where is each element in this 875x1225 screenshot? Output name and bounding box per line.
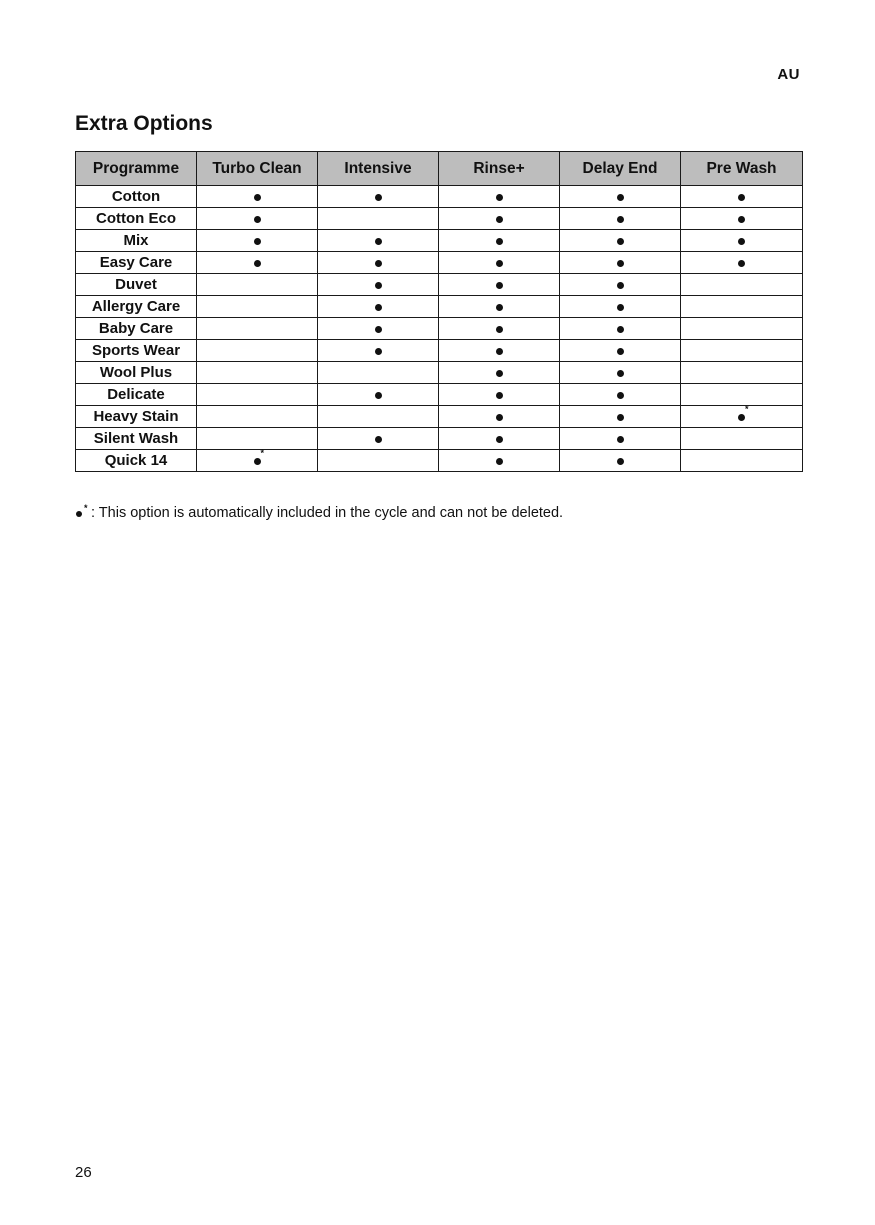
option-cell — [318, 362, 439, 384]
table-row — [76, 296, 803, 318]
available-dot-icon — [496, 348, 503, 355]
option-cell — [197, 428, 318, 450]
available-dot-icon — [496, 194, 503, 201]
table-row — [76, 186, 803, 208]
programme-name: Sports Wear — [76, 340, 197, 362]
available-dot-icon — [617, 238, 624, 245]
option-cell — [439, 186, 560, 208]
available-dot-icon — [617, 392, 624, 399]
option-cell — [681, 362, 803, 384]
available-dot-icon — [375, 348, 382, 355]
option-cell — [439, 362, 560, 384]
available-dot-icon — [738, 260, 745, 267]
option-cell — [560, 340, 681, 362]
column-header-rinse-plus: Rinse+ — [439, 152, 560, 186]
available-dot-icon — [375, 304, 382, 311]
option-cell — [560, 230, 681, 252]
option-cell — [318, 296, 439, 318]
option-cell — [197, 208, 318, 230]
table-row — [76, 274, 803, 296]
programme-name: Duvet — [76, 274, 197, 296]
footnote-text: : This option is automatically included in the cycle and can not be deleted. — [91, 505, 564, 521]
available-dot-icon — [617, 194, 624, 201]
available-dot-icon — [254, 194, 261, 201]
option-cell — [560, 274, 681, 296]
option-cell — [560, 428, 681, 450]
extra-options-table — [75, 151, 803, 472]
available-dot-icon — [496, 326, 503, 333]
option-cell — [681, 274, 803, 296]
available-dot-icon — [738, 216, 745, 223]
option-cell — [318, 384, 439, 406]
available-dot-icon — [375, 436, 382, 443]
option-cell — [560, 252, 681, 274]
available-dot-icon — [375, 392, 382, 399]
option-cell — [439, 274, 560, 296]
table-row — [76, 406, 803, 428]
option-cell — [681, 406, 803, 428]
option-cell — [318, 230, 439, 252]
option-cell — [439, 428, 560, 450]
option-cell — [439, 208, 560, 230]
option-cell — [560, 450, 681, 472]
available-dot-icon — [254, 260, 261, 267]
option-cell — [439, 230, 560, 252]
available-dot-icon — [375, 260, 382, 267]
available-dot-icon — [496, 304, 503, 311]
option-cell — [318, 450, 439, 472]
option-cell — [439, 384, 560, 406]
column-header-delay-end: Delay End — [560, 152, 681, 186]
option-cell — [318, 186, 439, 208]
option-cell — [318, 318, 439, 340]
available-dot-icon — [254, 216, 261, 223]
available-dot-icon — [496, 458, 503, 465]
available-dot-icon — [617, 436, 624, 443]
programme-name: Wool Plus — [76, 362, 197, 384]
option-cell — [197, 406, 318, 428]
column-header-pre-wash: Pre Wash — [681, 152, 803, 186]
available-dot-icon — [375, 194, 382, 201]
option-cell — [197, 274, 318, 296]
option-cell — [560, 384, 681, 406]
option-cell — [197, 362, 318, 384]
option-cell — [560, 406, 681, 428]
available-dot-icon — [496, 238, 503, 245]
asterisk: * — [84, 503, 88, 513]
option-cell — [197, 450, 318, 472]
option-cell — [318, 428, 439, 450]
option-cell — [560, 362, 681, 384]
available-dot-icon — [496, 370, 503, 377]
option-cell — [681, 186, 803, 208]
option-cell — [197, 384, 318, 406]
table-row — [76, 362, 803, 384]
column-header-programme: Programme — [76, 152, 197, 186]
option-cell — [318, 274, 439, 296]
option-cell — [197, 296, 318, 318]
available-dot-icon — [617, 260, 624, 267]
available-dot-icon — [617, 216, 624, 223]
available-dot-icon — [496, 260, 503, 267]
programme-name: Mix — [76, 230, 197, 252]
option-cell — [681, 384, 803, 406]
available-dot-icon — [375, 238, 382, 245]
programme-name: Baby Care — [76, 318, 197, 340]
table-row — [76, 450, 803, 472]
column-header-turbo-clean: Turbo Clean — [197, 152, 318, 186]
option-cell — [681, 208, 803, 230]
available-dot-icon — [496, 216, 503, 223]
option-cell — [560, 208, 681, 230]
available-dot-icon — [375, 326, 382, 333]
programme-name: Heavy Stain — [76, 406, 197, 428]
available-dot-icon — [254, 238, 261, 245]
option-cell — [560, 186, 681, 208]
table-row — [76, 340, 803, 362]
programme-name: Allergy Care — [76, 296, 197, 318]
option-cell — [439, 296, 560, 318]
table-row — [76, 384, 803, 406]
option-cell — [318, 208, 439, 230]
option-cell — [318, 252, 439, 274]
footnote-marker — [75, 503, 91, 520]
table-row — [76, 318, 803, 340]
option-cell — [681, 428, 803, 450]
option-cell — [681, 340, 803, 362]
programme-name: Cotton Eco — [76, 208, 197, 230]
table-row — [76, 252, 803, 274]
programme-name: Cotton — [76, 186, 197, 208]
option-cell — [681, 252, 803, 274]
available-dot-icon — [738, 238, 745, 245]
auto-included-dot-icon — [738, 414, 745, 421]
available-dot-icon — [496, 436, 503, 443]
option-cell — [560, 318, 681, 340]
option-cell — [439, 318, 560, 340]
available-dot-icon — [617, 282, 624, 289]
option-cell — [681, 230, 803, 252]
option-cell — [560, 296, 681, 318]
available-dot-icon — [617, 458, 624, 465]
available-dot-icon — [617, 370, 624, 377]
option-cell — [197, 340, 318, 362]
option-cell — [439, 340, 560, 362]
available-dot-icon — [617, 304, 624, 311]
table-header-row — [76, 152, 803, 186]
column-header-intensive: Intensive — [318, 152, 439, 186]
option-cell — [318, 340, 439, 362]
option-cell — [197, 230, 318, 252]
option-cell — [681, 318, 803, 340]
option-cell — [681, 296, 803, 318]
table-row — [76, 230, 803, 252]
option-cell — [439, 450, 560, 472]
option-cell — [318, 406, 439, 428]
programme-name: Easy Care — [76, 252, 197, 274]
option-cell — [197, 186, 318, 208]
programme-name: Quick 14 — [76, 450, 197, 472]
available-dot-icon — [496, 414, 503, 421]
available-dot-icon — [496, 392, 503, 399]
option-cell — [439, 406, 560, 428]
available-dot-icon — [496, 282, 503, 289]
section-title: Extra Options — [75, 112, 213, 135]
option-cell — [197, 252, 318, 274]
page-number: 26 — [75, 1164, 92, 1181]
available-dot-icon — [738, 194, 745, 201]
option-cell — [197, 318, 318, 340]
table-row — [76, 428, 803, 450]
available-dot-icon — [617, 414, 624, 421]
programme-name: Delicate — [76, 384, 197, 406]
available-dot-icon — [617, 348, 624, 355]
available-dot-icon — [617, 326, 624, 333]
option-cell — [681, 450, 803, 472]
table-row — [76, 208, 803, 230]
programme-name: Silent Wash — [76, 428, 197, 450]
option-cell — [439, 252, 560, 274]
bullet-dot-icon — [76, 511, 82, 517]
region-code: AU — [777, 66, 800, 83]
auto-included-dot-icon — [254, 458, 261, 465]
available-dot-icon — [375, 282, 382, 289]
footnote — [75, 505, 563, 521]
table-body — [76, 186, 803, 472]
